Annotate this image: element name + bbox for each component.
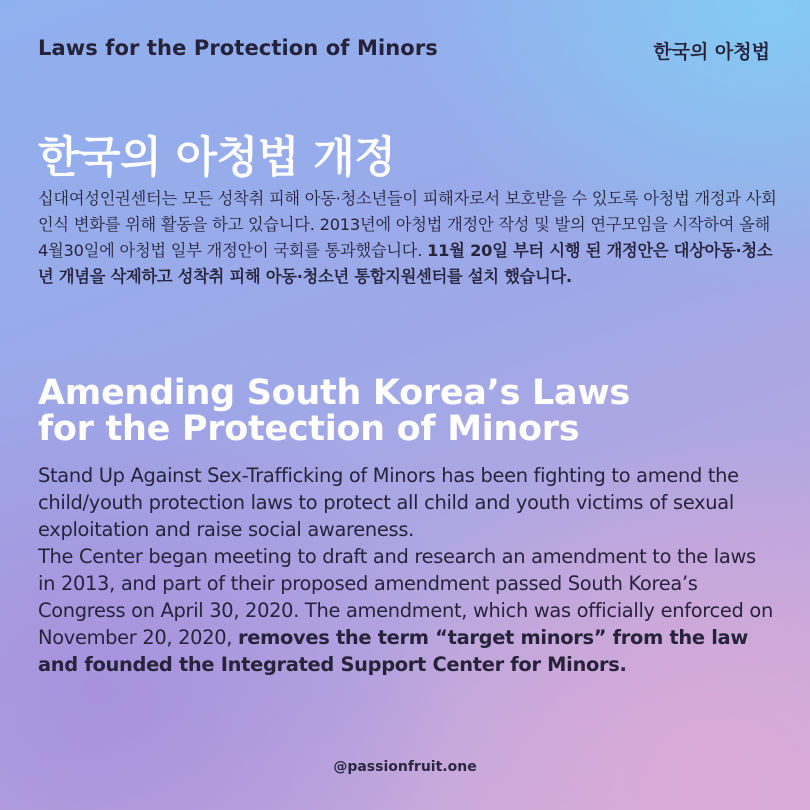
english-heading (38, 375, 778, 447)
instagram-handle: @passionfruit.one (333, 759, 477, 775)
english-paragraph-2-regular: The Center began meeting to draft and research an amendment to the laws in 2013, and part of their proposed amendment passed South Korea’s Congress on April 30, 2020. The amendment, which was officially enforced on November 20, 2020, (38, 545, 773, 649)
header-korean-title: 한국의 아청법 (653, 41, 770, 63)
english-paragraph-2-bold: removes the term “target minors” from the law and founded the Integrated Support Center for Minors. (38, 626, 748, 676)
english-paragraph-2 (38, 543, 778, 678)
english-paragraph (38, 462, 778, 678)
header-title: Laws for the Protection of Minors (38, 36, 438, 60)
english-paragraph-1: Stand Up Against Sex-Trafficking of Minors has been fighting to amend the child/youth protection laws to protect all child and youth victims of sexual exploitation and raise social awareness. (38, 464, 739, 541)
korean-paragraph (38, 186, 778, 290)
english-heading-line1: Amending South Korea’s Laws (38, 373, 630, 413)
english-heading-line2: for the Protection of Minors (38, 409, 580, 449)
korean-paragraph-regular: 십대여성인권센터는 모든 성착취 피해 아동·청소년들이 피해자로서 보호받을 수 있도록 아청법 개정과 사회인식 변화를 위해 활동을 하고 있습니다. 2013년에 아청법 개정안 작성 및 발의 연구모임을 시작하여 올해 4월30일에 아청법 일부 개정안이 국회를 통과했습니다. (38, 189, 777, 260)
korean-paragraph-bold: 11월 20일 부터 시행 된 개정안은 대상아동·청소년 개념을 삭제하고 성착취 피해 아동·청소년 통합지원센터를 설치 했습니다. (38, 241, 773, 286)
korean-heading: 한국의 아청법 개정 (38, 133, 396, 183)
